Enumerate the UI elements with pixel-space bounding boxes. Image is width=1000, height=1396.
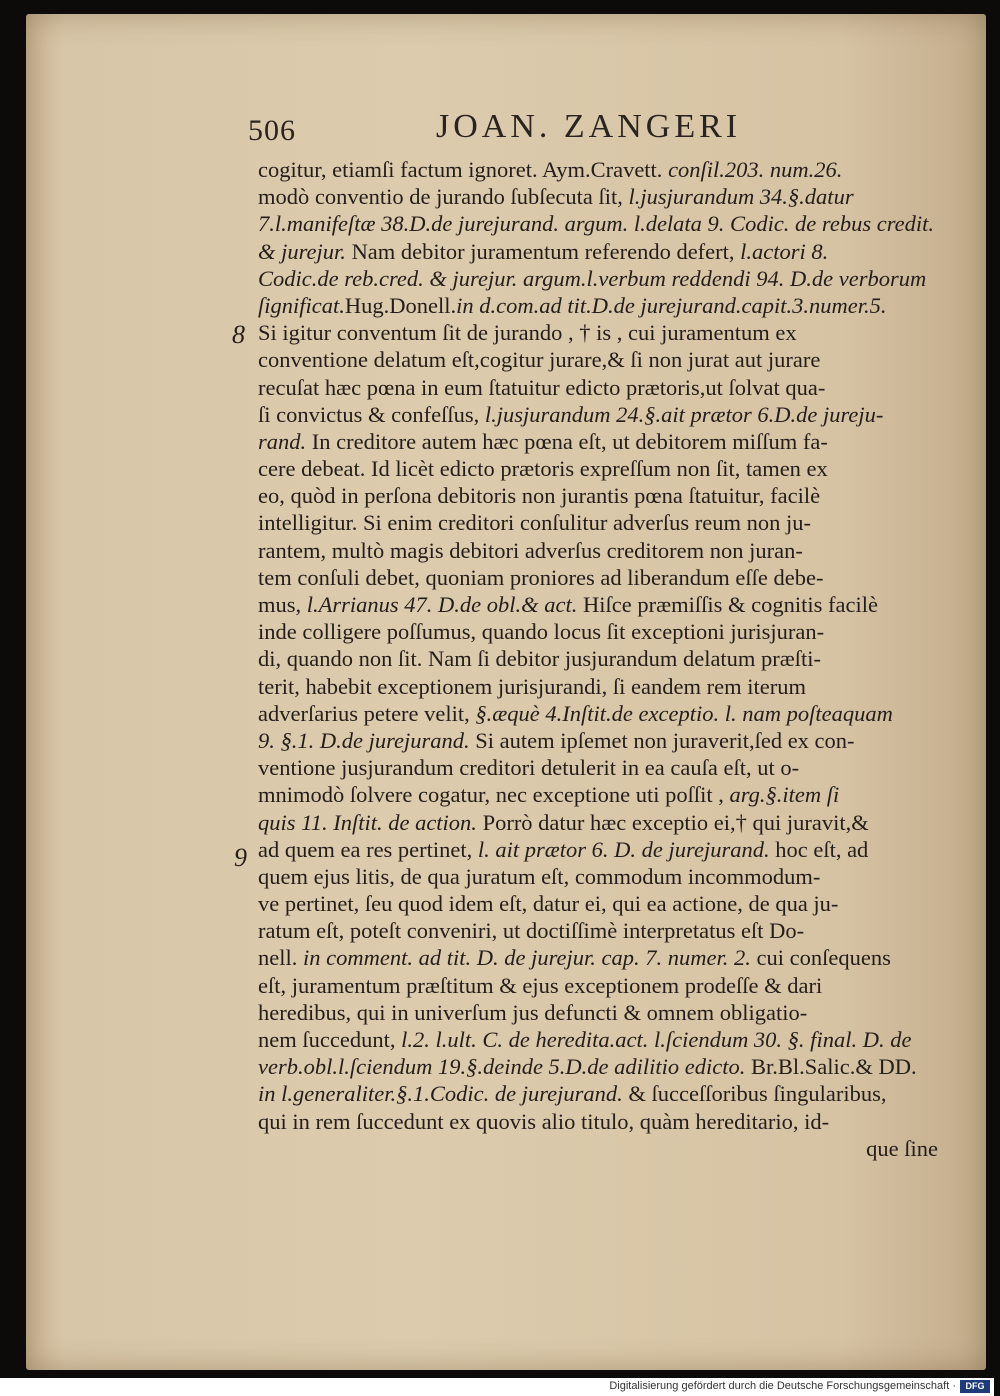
body-segment: modò conventio de jurando ſubſecuta ſit, bbox=[258, 184, 629, 210]
citation-text: arg.§.item ſi bbox=[729, 782, 840, 808]
text-line bbox=[258, 591, 938, 618]
body-segment: Si igitur conventum ſit de jurando , † is , cui juramentum ex bbox=[258, 320, 797, 346]
body-segment: mus, bbox=[258, 592, 307, 617]
footer-bar bbox=[0, 1378, 994, 1396]
body-segment: eſt, juramentum præſtitum & ejus exceptionem prodeſſe & dari bbox=[258, 972, 823, 998]
page-number: 506 bbox=[248, 114, 296, 147]
footer-credit: Digitalisierung gefördert durch die Deutsche Forschungsgemeinschaft · bbox=[609, 1380, 956, 1392]
body-segment: Si autem ipſemet non juraverit,ſed ex con- bbox=[469, 727, 855, 753]
citation-text: ſignificat. bbox=[258, 292, 345, 318]
text-line bbox=[258, 836, 938, 863]
body-segment: conventione delatum eſt,cogitur jurare,& ſi non jurat aut jurare bbox=[258, 347, 821, 373]
text-line bbox=[258, 374, 938, 401]
text-line bbox=[258, 156, 938, 183]
text-line bbox=[258, 972, 938, 999]
body-segment: ventione jusjurandum creditori detulerit in ea cauſa eſt, ut o- bbox=[258, 755, 800, 781]
body-segment: Porrò datur hæc exceptio ei,† qui juravit,& bbox=[476, 809, 869, 835]
margin-note-8: 8 bbox=[232, 320, 245, 349]
running-head: JOAN. ZANGERI bbox=[436, 108, 742, 145]
citation-text: l.jusjurandum 34.§.datur bbox=[628, 184, 854, 210]
body-segment: recuſat hæc pœna in eum ſtatuitur edicto prætoris,ut ſolvat qua- bbox=[258, 374, 826, 400]
body-segment: di, quando non ſit. Nam ſi debitor jusjurandum delatum præſti- bbox=[258, 646, 822, 672]
body-text bbox=[258, 156, 938, 1162]
body-segment: mnimodò ſolvere cogatur, nec exceptione uti poſſit , bbox=[258, 782, 730, 808]
text-line bbox=[258, 346, 938, 373]
text-line bbox=[258, 618, 938, 645]
body-segment: nem ſuccedunt, bbox=[258, 1027, 402, 1052]
text-line bbox=[258, 1080, 938, 1107]
body-segment: intelligitur. Si enim creditori conſulitur adverſus reum non ju- bbox=[258, 510, 812, 536]
text-line bbox=[258, 292, 938, 319]
citation-text: rand. bbox=[258, 428, 307, 454]
body-segment: qui in rem ſuccedunt ex quovis alio titulo, quàm hereditario, id- bbox=[258, 1108, 830, 1134]
text-line bbox=[258, 537, 938, 564]
text-line bbox=[258, 944, 938, 971]
text-line bbox=[258, 809, 938, 836]
text-line bbox=[258, 754, 938, 781]
body-segment: Hug.Donell. bbox=[344, 292, 457, 318]
citation-text: §.æquè 4.Inſtit.de exceptio. l. nam poſteaquam bbox=[475, 700, 893, 726]
text-line bbox=[258, 673, 938, 700]
body-segment: cogitur, etiamſi factum ignoret. Aym.Cravett. bbox=[258, 157, 669, 182]
text-line bbox=[258, 238, 938, 265]
citation-text: & jurejur. bbox=[258, 238, 346, 264]
body-segment: nell. bbox=[258, 945, 303, 971]
citation-text: in l.generaliter.§.1.Codic. de jurejurand. bbox=[258, 1081, 623, 1107]
citation-text: quis 11. Inſtit. de action. bbox=[258, 809, 477, 835]
citation-text: l.jusjurandum 24.§.ait prætor 6.D.de jureju- bbox=[484, 401, 884, 427]
text-line bbox=[258, 509, 938, 536]
text-line bbox=[258, 564, 938, 591]
text-line bbox=[258, 727, 938, 754]
body-segment: cui conſequens bbox=[750, 945, 891, 971]
body-segment: hoc eſt, ad bbox=[769, 836, 869, 862]
body-segment: inde colligere poſſumus, quando locus ſit exceptioni jurisjuran- bbox=[258, 619, 825, 645]
body-segment: heredibus, qui in univerſum jus defuncti & omnem obligatio- bbox=[258, 999, 808, 1025]
text-line bbox=[258, 863, 938, 890]
text-line bbox=[258, 183, 938, 210]
citation-text: 7.l.manifeſtæ 38.D.de jurejurand. argum. l.delata 9. Codic. de rebus credit. bbox=[258, 211, 934, 237]
citation-text: l. ait prætor 6. D. de jurejurand. bbox=[477, 836, 770, 862]
dfg-logo: DFG bbox=[960, 1380, 990, 1393]
body-segment: & ſucceſſoribus ſingularibus, bbox=[622, 1081, 887, 1107]
body-segment: cere debeat. Id licèt edicto prætoris expreſſum non ſit, tamen ex bbox=[258, 456, 828, 482]
citation-text: l.2. l.ult. C. de hereditа.act. l.ſciendum 30. §. final. D. de bbox=[401, 1027, 912, 1052]
body-segment: terit, habebit exceptionem jurisjurandi, ſi eandem rem iterum bbox=[258, 673, 806, 699]
body-segment: ad quem ea res pertinet, bbox=[258, 836, 478, 862]
body-segment: ratum eſt, poteſt conveniri, ut doctiſſimè interpretatus eſt Do- bbox=[258, 918, 805, 944]
body-segment: In creditore autem hæc pœna eſt, ut debitorem miſſum fa- bbox=[306, 428, 828, 454]
text-line bbox=[258, 210, 938, 237]
text-line bbox=[258, 917, 938, 944]
citation-text: verb.obl.l.ſciendum 19.§.deinde 5.D.de adilitio edicto. bbox=[258, 1054, 746, 1080]
text-line bbox=[258, 1108, 938, 1135]
text-line bbox=[258, 1026, 938, 1053]
citation-text: in comment. ad tit. D. de jurejur. cap. 7. numer. 2. bbox=[303, 945, 751, 971]
citation-text: l.Arrianus 47. D.de obl.& act. bbox=[306, 592, 578, 617]
text-line bbox=[258, 428, 938, 455]
text-line bbox=[258, 890, 938, 917]
body-segment: ſi convictus & confeſſus, bbox=[258, 401, 485, 427]
text-line bbox=[258, 265, 938, 292]
text-line bbox=[258, 645, 938, 672]
body-segment: Hiſce præmiſſis & cognitis facilè bbox=[577, 592, 878, 617]
text-line bbox=[258, 1053, 938, 1080]
body-segment: ve pertinet, ſeu quod idem eſt, datur ei, qui ea actione, de qua ju- bbox=[258, 891, 839, 917]
citation-text: 9. §.1. D.de jurejurand. bbox=[258, 727, 470, 753]
citation-text: l.actori 8. bbox=[740, 238, 829, 264]
text-line bbox=[258, 700, 938, 727]
text-line bbox=[258, 319, 938, 346]
body-segment: adverſarius petere velit, bbox=[258, 700, 476, 726]
body-segment: Nam debitor juramentum referendo defert, bbox=[345, 238, 741, 264]
citation-text: conſil.203. num.26. bbox=[668, 157, 843, 182]
page-header bbox=[248, 108, 968, 152]
citation-text: Codic.de reb.cred. & jurejur. argum.l.verbum reddendi 94. D.de verborum bbox=[258, 265, 927, 291]
body-segment: Br.Bl.Salic.& DD. bbox=[745, 1054, 917, 1080]
catchword: que ſine bbox=[866, 1135, 938, 1161]
citation-text: in d.com.ad tit.D.de jurejurand.capit.3.numer.5. bbox=[456, 292, 887, 318]
text-line bbox=[258, 401, 938, 428]
text-line bbox=[258, 455, 938, 482]
body-segment: tem conſuli debet, quoniam proniores ad liberandum eſſe debe- bbox=[258, 564, 824, 590]
text-line bbox=[258, 999, 938, 1026]
margin-note-9: 9 bbox=[234, 843, 247, 872]
body-segment: quem ejus litis, de qua juratum eſt, commodum incommodum- bbox=[258, 863, 821, 889]
text-line bbox=[258, 781, 938, 808]
text-line bbox=[258, 482, 938, 509]
body-segment: rantem, multò magis debitori adverſus creditorem non juran- bbox=[258, 537, 803, 563]
body-segment: eo, quòd in perſona debitoris non jurantis pœna ſtatuitur, facilè bbox=[258, 483, 821, 509]
